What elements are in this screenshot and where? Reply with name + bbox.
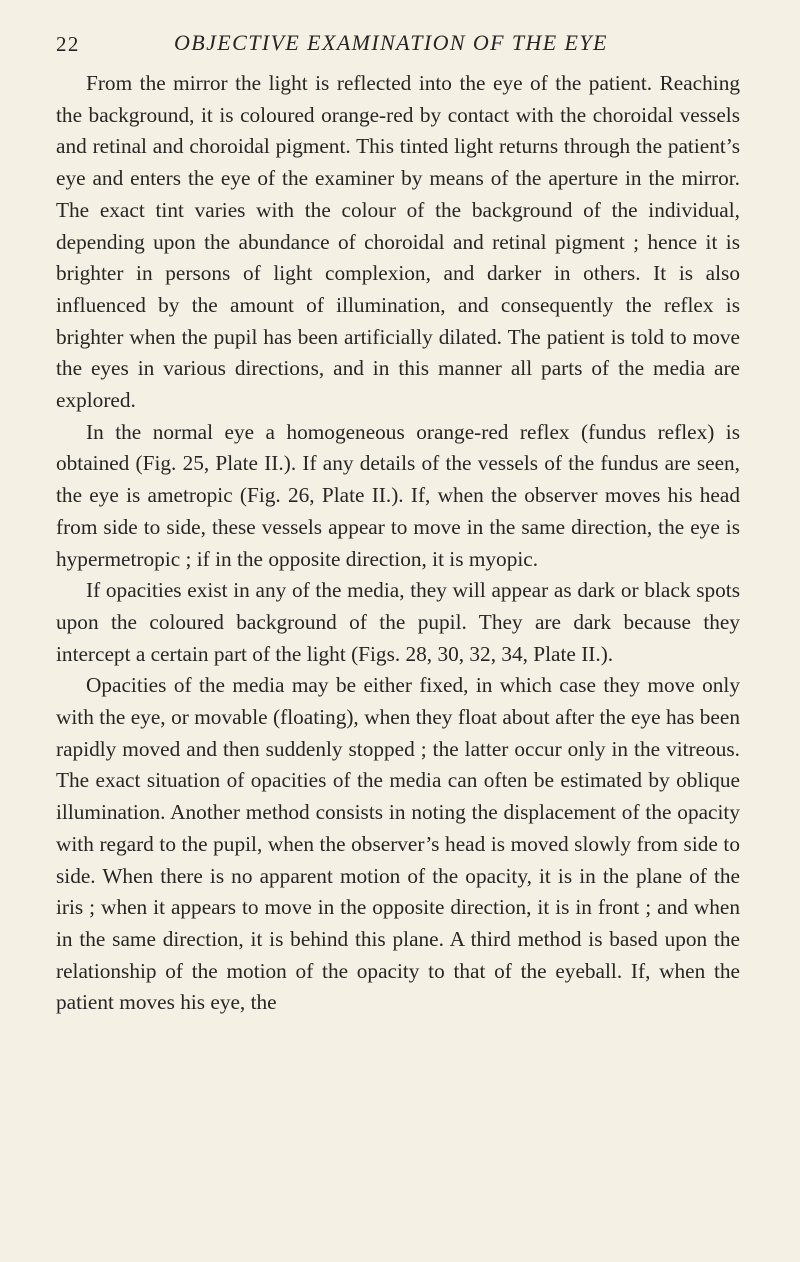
paragraph: If opacities exist in any of the media, they will appear as dark or black spots upon the coloured background of the pupil. They are dark because they intercept a certain part of the light (Figs. 28, 30, 32, 34, Plate II.). [56,578,740,666]
running-head [56,16,740,54]
body-text [56,68,740,1019]
page-number: 22 [56,32,80,56]
running-head-title: OBJECTIVE EXAMINATION OF THE EYE [174,30,608,55]
paragraph: In the normal eye a homogeneous orange-red reflex (fundus reflex) is obtained (Fig. 25, Plate II.). If any details of the vessels of the fundus are seen, the eye is ametropic (Fig. 26, Plate II.). If, when the observer moves his head from side to side, these vessels appear to move in the same direction, the eye is hypermetropic ; if in the opposite direction, it is myopic. [56,419,740,571]
paragraph: Opacities of the media may be either fixed, in which case they move only with the eye, or movable (floating), when they float about after the eye has been rapidly moved and then suddenly stopped ; the latter occur only in the vitreous. The exact situation of opacities of the media can often be estimated by oblique illumination. Another method consists in noting the displacement of the opacity with regard to the pupil, when the observer’s head is moved slowly from side to side. When there is no apparent motion of the opacity, it is in the plane of the iris ; when it appears to move in the opposite direction, it is in front ; and when in the same direction, it is behind this plane. A third method is based upon the relationship of the motion of the opacity to that of the eyeball. If, when the patient moves his eye, the [56,673,740,1015]
paragraph: From the mirror the light is reflected into the eye of the patient. Reaching the background, it is coloured orange-red by contact with the choroidal vessels and retinal and choroidal pigment. This tinted light returns through the patient’s eye and enters the eye of the examiner by means of the aperture in the mirror. The exact tint varies with the colour of the background of the individual, depending upon the abundance of choroidal and retinal pigment ; hence it is brighter in persons of light complexion, and darker in others. It is also influenced by the amount of illumination, and consequently the reflex is brighter when the pupil has been artificially dilated. The patient is told to move the eyes in various directions, and in this manner all parts of the media are explored. [56,71,740,413]
